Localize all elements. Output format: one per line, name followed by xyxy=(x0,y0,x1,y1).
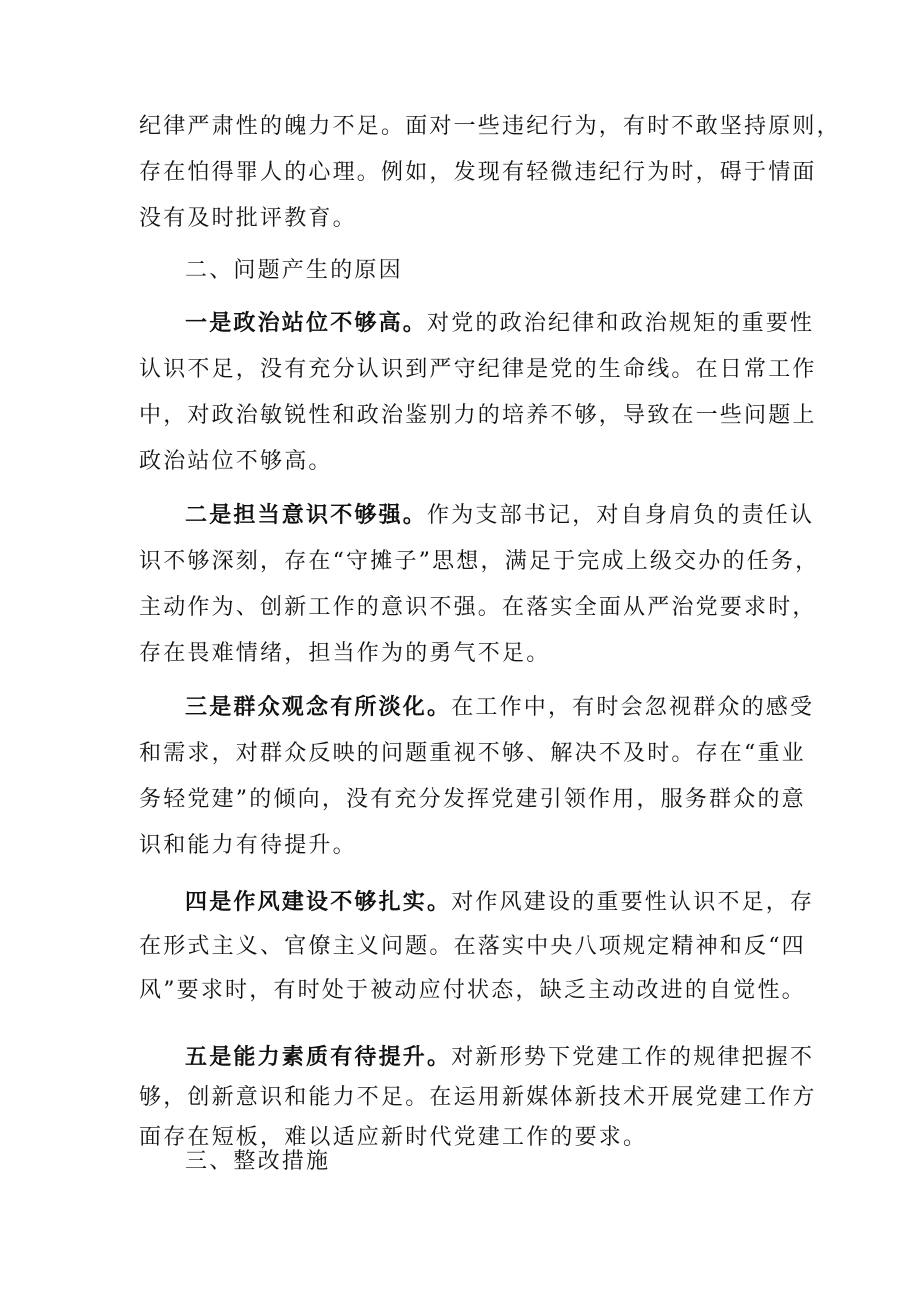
text-line: 面存在短板，难以适应新时代党建工作的要求。 xyxy=(139,1125,648,1150)
text-line: 存在怕得罪人的心理。例如，发现有轻微违纪行为时，碍于情面 xyxy=(139,160,817,185)
text-line: 政治站位不够高。 xyxy=(139,449,333,474)
paragraph-item-3 xyxy=(139,684,815,869)
text-line: 对作风建设的重要性认识不足，存 xyxy=(451,890,815,915)
text-line: 作为支部书记，对自身肩负的责任认 xyxy=(427,503,815,528)
text-line: 在工作中，有时会忽视群众的感受 xyxy=(451,695,815,720)
item-lead: 四是作风建设不够扎实。 xyxy=(185,889,452,915)
text-line: 对新形势下党建工作的规律把握不 xyxy=(451,1045,815,1070)
text-line: 纪律严肃性的魄力不足。面对一些违纪行为，有时不敢坚持原则， xyxy=(139,114,841,139)
text-line: 识和能力有待提升。 xyxy=(139,833,357,858)
section-heading-causes: 二、问题产生的原因 xyxy=(185,258,403,283)
paragraph-item-1 xyxy=(139,300,817,485)
text-line: 中，对政治敏锐性和政治鉴别力的培养不够，导致在一些问题上 xyxy=(139,403,817,428)
text-line: 主动作为、创新工作的意识不强。在落实全面从严治党要求时， xyxy=(139,595,817,620)
text-line: 认识不足，没有充分认识到严守纪律是党的生命线。在日常工作 xyxy=(139,357,817,382)
text-line: 和需求，对群众反映的问题重视不够、解决不及时。存在“重业 xyxy=(139,741,806,766)
text-line: 对党的政治纪律和政治规矩的重要性 xyxy=(427,311,815,336)
paragraph-item-2 xyxy=(139,492,820,677)
section-heading-measures: 三、整改措施 xyxy=(185,1149,331,1174)
paragraph-item-4 xyxy=(139,880,815,1013)
text-line: 没有及时批评教育。 xyxy=(139,206,357,231)
item-lead: 五是能力素质有待提升。 xyxy=(185,1044,452,1070)
text-line: 够，创新意识和能力不足。在运用新媒体新技术开展党建工作方 xyxy=(139,1085,817,1110)
text-line: 在形式主义、官僚主义问题。在落实中央八项规定精神和反“四 xyxy=(139,934,806,959)
text-line: 务轻党建”的倾向，没有充分发挥党建引领作用，服务群众的意 xyxy=(139,787,806,812)
item-lead: 二是担当意识不够强。 xyxy=(185,502,428,528)
text-line: 风”要求时，有时处于被动应付状态，缺乏主动改进的自觉性。 xyxy=(139,978,806,1003)
text-line: 识不够深刻，存在“守摊子”思想，满足于完成上级交办的任务， xyxy=(139,549,820,574)
item-lead: 三是群众观念有所淡化。 xyxy=(185,694,452,720)
text-line: 存在畏难情绪，担当作为的勇气不足。 xyxy=(139,641,551,666)
item-lead: 一是政治站位不够高。 xyxy=(185,310,428,336)
paragraph-continuation xyxy=(139,104,841,242)
